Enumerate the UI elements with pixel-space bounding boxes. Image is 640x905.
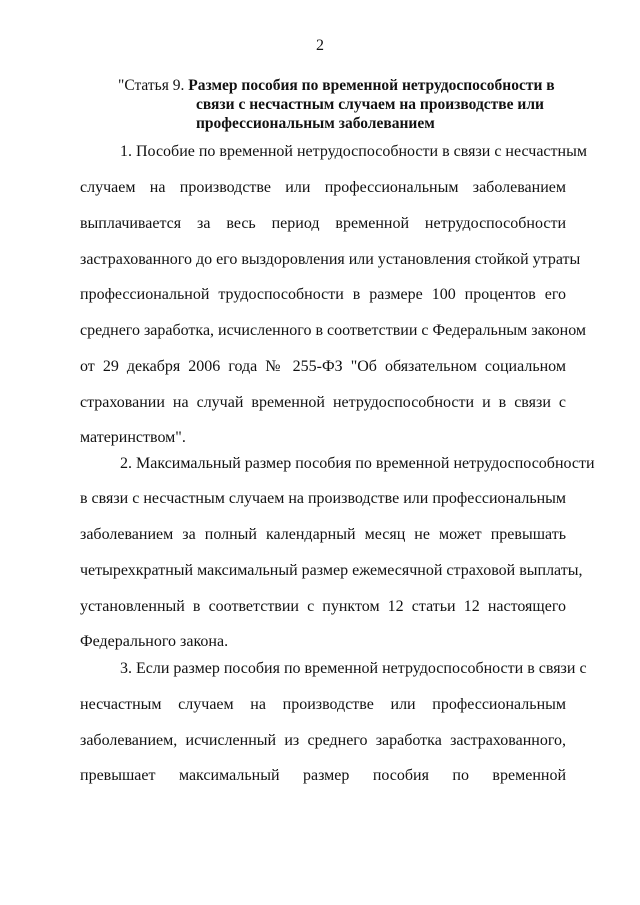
article-heading xyxy=(118,76,578,133)
paragraph-line: случаем на производстве или профессиональным заболеванием xyxy=(80,179,566,196)
paragraph-line: страховании на случай временной нетрудоспособности и в связи с xyxy=(80,394,566,411)
paragraph-line: установленный в соответствии с пунктом 12 статьи 12 настоящего xyxy=(80,598,566,615)
article-title-line-1: Размер пособия по временной нетрудоспособности в xyxy=(188,77,555,94)
paragraph-line: 2. Максимальный размер пособия по временной нетрудоспособности xyxy=(120,455,595,472)
heading-line-1 xyxy=(118,76,578,95)
paragraph-line: материнством". xyxy=(80,429,186,446)
paragraph-line: выплачивается за весь период временной нетрудоспособности xyxy=(80,215,566,232)
paragraph-line: от 29 декабря 2006 года № 255-ФЗ "Об обязательном социальном xyxy=(80,358,566,375)
paragraph-line: заболеванием, исчисленный из среднего заработка застрахованного, xyxy=(80,732,566,749)
paragraph-line: 1. Пособие по временной нетрудоспособности в связи с несчастным xyxy=(120,143,587,160)
paragraph-line: несчастным случаем на производстве или профессиональным xyxy=(80,696,566,713)
page-number: 2 xyxy=(316,37,324,54)
paragraph-line: застрахованного до его выздоровления или установления стойкой утраты xyxy=(80,251,581,268)
paragraph-line: Федерального закона. xyxy=(80,633,229,650)
article-title-line-2: связи с несчастным случаем на производстве или xyxy=(196,96,544,113)
paragraph-line: в связи с несчастным случаем на производстве или профессиональным xyxy=(80,490,567,507)
paragraph-line: профессиональной трудоспособности в размере 100 процентов его xyxy=(80,286,566,303)
article-number: "Статья 9. xyxy=(118,77,185,94)
article-title-line-3: профессиональным заболеванием xyxy=(196,115,435,132)
paragraph-line: превышает максимальный размер пособия по временной xyxy=(80,767,566,784)
paragraph-line: четырехкратный максимальный размер ежемесячной страховой выплаты, xyxy=(80,562,583,579)
paragraph-line: среднего заработка, исчисленного в соответствии с Федеральным законом xyxy=(80,322,587,339)
paragraph-line: 3. Если размер пособия по временной нетрудоспособности в связи с xyxy=(120,660,587,677)
paragraph-line: заболеванием за полный календарный месяц не может превышать xyxy=(80,526,566,543)
